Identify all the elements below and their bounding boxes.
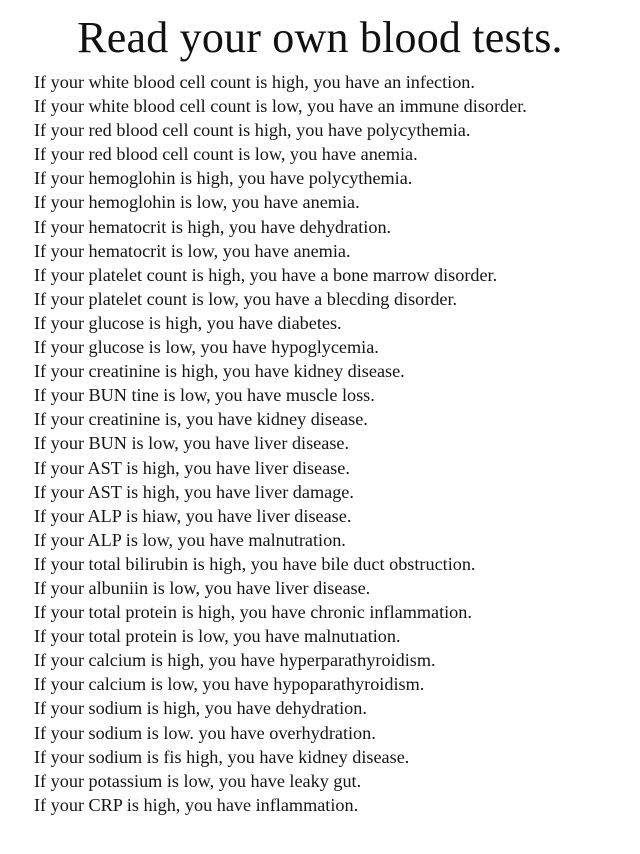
list-item: If your hemoglohin is low, you have anemia. bbox=[34, 192, 360, 213]
list-item: If your glucose is high, you have diabetes. bbox=[34, 312, 342, 333]
list-item: If your total protein is high, you have chronic inflammation. bbox=[34, 602, 472, 623]
list-item: If your CRP is high, you have inflammation. bbox=[34, 794, 359, 815]
list-item: If your sodium is low. you have overhydration. bbox=[34, 722, 376, 743]
list-item: If your creatinine is, you have kidney disease. bbox=[34, 409, 368, 430]
statement-list bbox=[34, 70, 634, 817]
list-item: If your BUN tine is low, you have muscle loss. bbox=[34, 385, 375, 406]
page-title: Read your own blood tests. bbox=[77, 13, 563, 62]
list-item: If your total protein is low, you have malnutıation. bbox=[34, 626, 401, 647]
list-item: If your hematocrit is high, you have dehydration. bbox=[34, 216, 392, 237]
list-item: If your calcium is low, you have hypoparathyroidism. bbox=[34, 674, 425, 695]
list-item: If your BUN is low, you have liver disease. bbox=[34, 433, 350, 454]
list-item: If your platelet count is high, you have a bone marrow disorder. bbox=[34, 264, 498, 285]
list-item: If your calcium is high, you have hyperparathyroidism. bbox=[34, 650, 436, 671]
list-item: If your creatinine is high, you have kidney disease. bbox=[34, 361, 405, 382]
list-item: If your white blood cell count is high, you have an infection. bbox=[34, 72, 475, 92]
list-item: If your red blood cell count is high, you have polycythemia. bbox=[34, 120, 471, 141]
list-item: If your hemoglohin is high, you have polycythemia. bbox=[34, 168, 413, 189]
list-item: If your platelet count is low, you have a blecding disorder. bbox=[34, 288, 458, 309]
list-item: If your albuniin is low, you have liver disease. bbox=[34, 577, 371, 598]
list-item: If your sodium is fis high, you have kidney disease. bbox=[34, 746, 410, 767]
list-item: If your ALP is low, you have malnutration. bbox=[34, 529, 346, 550]
list-item: If your white blood cell count is low, you have an immune disorder. bbox=[34, 96, 527, 117]
list-item: If your total bilirubin is high, you have bile duct obstruction. bbox=[34, 553, 476, 574]
list-item: If your ALP is hiaw, you have liver disease. bbox=[34, 505, 352, 526]
list-item: If your AST is high, you have liver damage. bbox=[34, 481, 354, 502]
list-item: If your AST is high, you have liver disease. bbox=[34, 457, 350, 478]
list-item: If your hematocrit is low, you have anemia. bbox=[34, 240, 351, 261]
list-item: If your potassium is low, you have leaky gut. bbox=[34, 770, 362, 791]
list-item: If your sodium is high, you have dehydration. bbox=[34, 698, 367, 719]
list-item: If your glucose is low, you have hypoglycemia. bbox=[34, 337, 379, 358]
list-item: If your red blood cell count is low, you have anemia. bbox=[34, 144, 418, 165]
